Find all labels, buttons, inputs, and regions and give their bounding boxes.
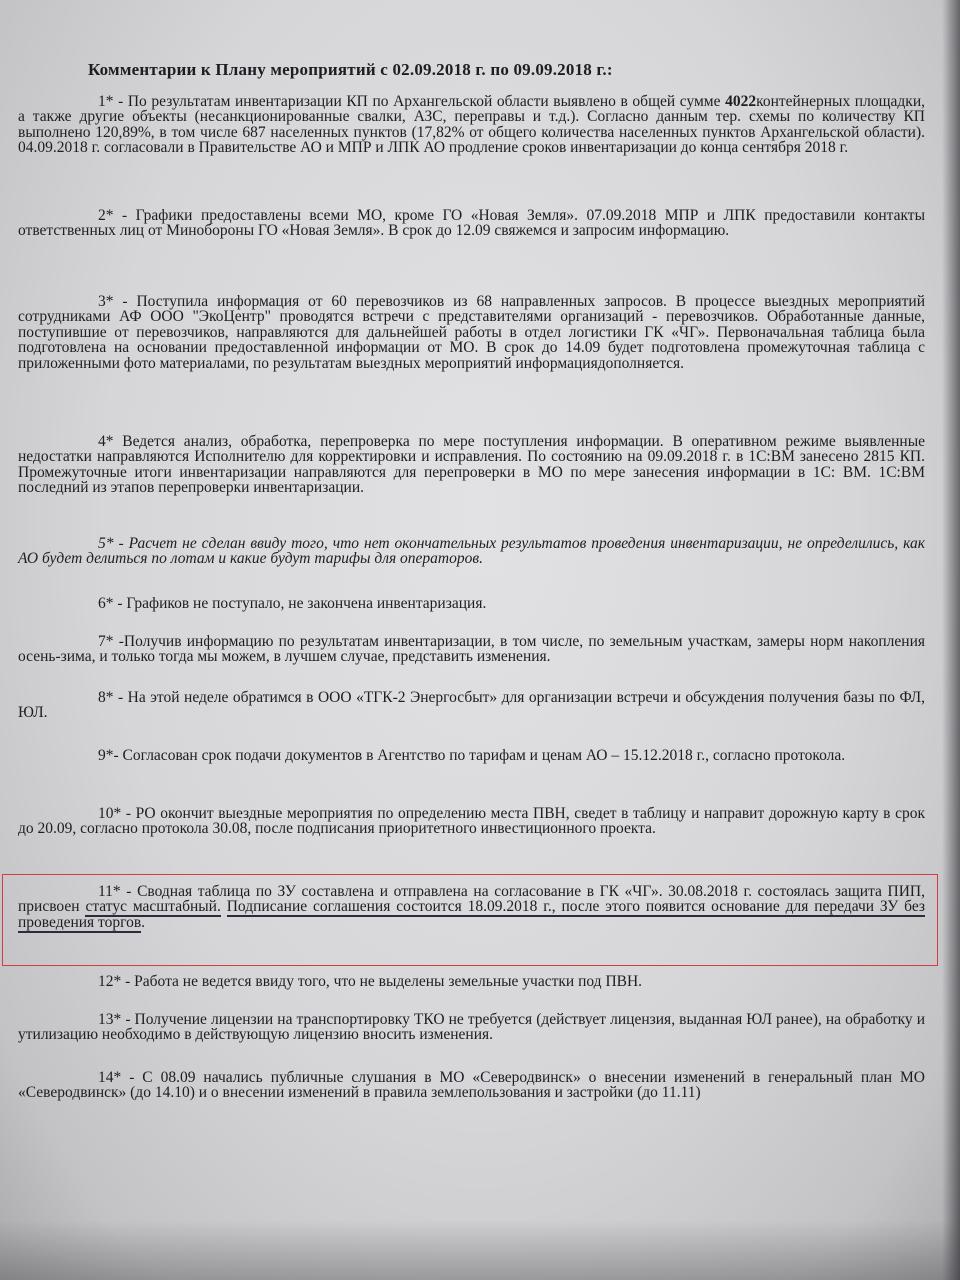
comment-bold-number: 4022 xyxy=(725,93,757,110)
comment-11 xyxy=(0,884,925,930)
comment-text: - Работа не ведется ввиду того, что не выделены земельные участки под ПВН. xyxy=(121,973,643,990)
comment-number: 13* xyxy=(98,1011,122,1028)
comment-text-end: . xyxy=(141,913,146,931)
comment-13 xyxy=(0,1012,925,1043)
comment-9 xyxy=(0,748,925,763)
comment-text: - Расчет не сделан ввиду того, что нет окончательных результатов проведения инвентаризации, не определились, как АО будет делиться по лотам и какие будут тарифы для операторов. xyxy=(18,535,925,568)
comment-number: 10* xyxy=(98,805,122,822)
comment-text: Ведется анализ, обработка, перепроверка по мере поступления информации. В оперативном режиме выявленные недостатки направляются Исполнителю для корректировки и исправления. По состоянию на 09.09.2018 г. в 1С:ВМ занесено 2815 КП. Промежуточные итоги инвентаризации направляются для перепроверки в МО по мере занесения информации в 1С: ВМ. 1С:ВМ последний из этапов перепроверки инвентаризации. xyxy=(18,433,925,497)
comment-text: контейнерных площадки, а также другие объекты (несанкционированные свалки, АЗС, переправы и т.д.). Согласно данным тер. схемы по количеству КП выполнено 120,89%, в том числе 687 населенных пунктов (17,82% от общего количества населенных пунктов Архангельской области). 04.09.2018 г. согласовали в Правительстве АО и МПР и ЛПК АО продление сроков инвентаризации до конца сентября 2018 г. xyxy=(18,93,925,157)
document-title: Комментарии к Плану мероприятий с 02.09.2018 г. по 09.09.2018 г.: xyxy=(88,60,613,79)
comment-14 xyxy=(0,1070,925,1101)
comment-1 xyxy=(0,94,925,156)
comment-4 xyxy=(0,434,925,496)
comment-number: 14* xyxy=(98,1069,122,1086)
underlined-signing: Подписание соглашения состоится 18.09.2018 г., после этого появится основание для передачи ЗУ без проведения торгов xyxy=(18,898,926,931)
comment-number: 9* xyxy=(98,747,114,764)
comment-number: 3* xyxy=(98,293,114,310)
comment-2 xyxy=(0,208,925,239)
comment-text: - Графики предоставлены всеми МО, кроме ГО «Новая Земля». 07.09.2018 МПР и ЛПК предоставили контакты ответственных лиц от Минобороны ГО «Новая Земля». В срок до 12.09 свяжемся и запросим информацию. xyxy=(18,207,925,240)
underlined-status: статус масштабный. xyxy=(85,898,221,916)
comment-text: - Согласован срок подачи документов в Агентство по тарифам и ценам АО – 15.12.2018 г., согласно протокола. xyxy=(113,747,846,764)
comment-text: - Графиков не поступало, не закончена инвентаризация. xyxy=(113,595,487,612)
comment-text: - РО окончит выездные мероприятия по определению места ПВН, сведет в таблицу и направит дорожную карту в срок до 20.09, согласно протокола 30.08, после подписания приоритетного инвестиционного проекта. xyxy=(18,805,925,838)
comment-number: 1* xyxy=(98,93,114,110)
comment-number: 7* xyxy=(98,633,114,650)
comment-number: 5* xyxy=(98,535,114,552)
comment-lead: - По результатам инвентаризации КП по Архангельской области выявлено в общей сумме xyxy=(113,93,726,110)
page-edge-shadow xyxy=(942,0,960,1280)
comment-spacer xyxy=(221,898,227,915)
comment-text: - Получение лицензии на транспортировку ТКО не требуется (действует лицензия, выданная ЮЛ ранее), на обработку и утилизацию необходимо в действующую лицензию вносить изменения. xyxy=(18,1011,925,1044)
comment-text: - Поступила информация от 60 перевозчиков из 68 направленных запросов. В процессе выездных мероприятий сотрудниками АФ ООО "ЭкоЦентр" проводятся встречи с представителями организаций - перевозчиков. Обработанные данные, поступившие от перевозчиков, направляются для дальнейшей работы в отдел логистики ГК «ЧГ». Первоначальная таблица была подготовлена на основании предоставленной информации от МО. В срок до 14.09 будет подготовлена промежуточная таблица с приложенными фото материалами, по результатам выездных мероприятий информациядополняется. xyxy=(18,293,925,372)
comment-7 xyxy=(0,634,925,665)
comment-number: 4* xyxy=(98,433,114,450)
comment-number: 2* xyxy=(98,207,114,224)
comment-number: 11* xyxy=(98,883,121,900)
comment-text: - Сводная таблица по ЗУ составлена и отправлена на согласование в ГК «ЧГ». 30.08.2018 г. состоялась защита ПИП, присвоен xyxy=(18,883,925,916)
page-bottom-shadow xyxy=(0,1220,960,1280)
comment-5 xyxy=(0,536,925,567)
comment-text: -Получив информацию по результатам инвентаризации, в том числе, по земельным участкам, замеры норм накопления осень-зима, и только тогда мы можем, в лучшем случае, представить изменения. xyxy=(18,633,925,666)
comment-3 xyxy=(0,294,925,371)
comment-10 xyxy=(0,806,925,837)
comment-text: - На этой неделе обратимся в ООО «ТГК-2 Энергосбыт» для организации встречи и обсуждения получения базы по ФЛ, ЮЛ. xyxy=(18,689,925,722)
comment-12 xyxy=(0,974,925,989)
comment-number: 6* xyxy=(98,595,114,612)
comment-number: 12* xyxy=(98,973,122,990)
comment-number: 8* xyxy=(98,689,114,706)
comment-6 xyxy=(0,596,925,611)
comment-8 xyxy=(0,690,925,721)
comment-text: - С 08.09 начались публичные слушания в МО «Северодвинск» о внесении изменений в генеральный план МО «Северодвинск» (до 14.10) и о внесении изменений в правила землепользования и застройки (до 11.11) xyxy=(18,1069,925,1102)
